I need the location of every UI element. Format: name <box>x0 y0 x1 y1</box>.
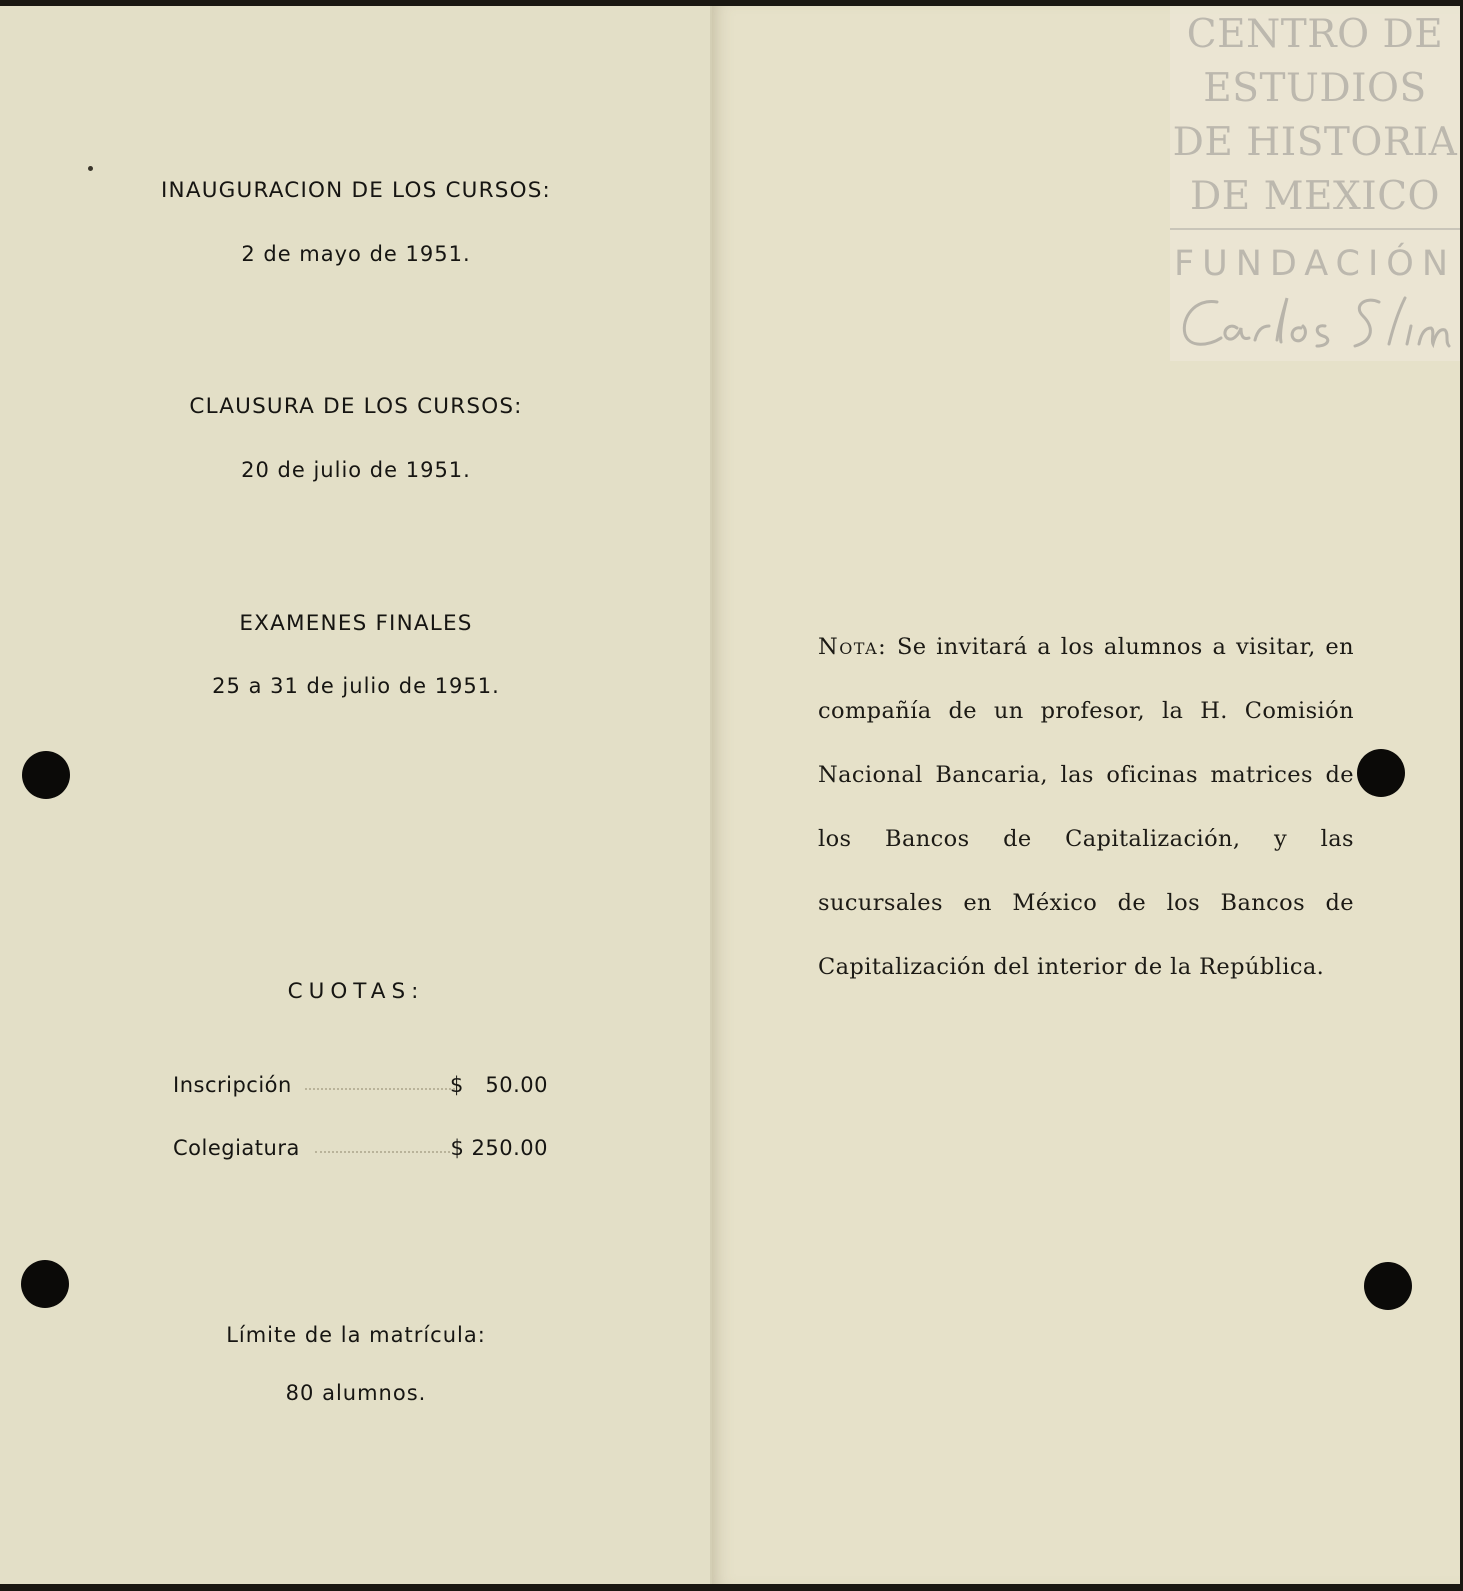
punch-hole <box>1357 749 1405 797</box>
note-paragraph <box>818 615 1354 999</box>
watermark-foundation: FUNDACIÓN <box>1173 244 1457 284</box>
limit-heading: Límite de la matrícula: <box>226 1323 486 1347</box>
fee-label: Inscripción <box>173 1073 292 1097</box>
fee-row-inscription <box>173 1073 548 1103</box>
punch-hole <box>21 1260 69 1308</box>
closing-heading: CLAUSURA DE LOS CURSOS: <box>189 394 523 419</box>
fee-amount: $ 50.00 <box>449 1073 548 1097</box>
fee-leader-dots <box>305 1086 455 1090</box>
exams-date: 25 a 31 de julio de 1951. <box>212 674 500 698</box>
archive-watermark <box>1170 6 1460 361</box>
note-label: Nota: <box>818 634 888 660</box>
watermark-line: DE HISTORIA <box>1172 120 1458 165</box>
watermark-rule <box>1170 228 1460 230</box>
fee-label: Colegiatura <box>173 1136 300 1160</box>
punch-hole <box>22 751 70 799</box>
fee-amount: $ 250.00 <box>450 1136 548 1160</box>
fee-row-tuition <box>173 1136 548 1166</box>
paper-speck <box>88 166 93 171</box>
exams-heading: EXAMENES FINALES <box>239 611 473 636</box>
watermark-line: ESTUDIOS <box>1203 66 1427 111</box>
punch-hole <box>1364 1262 1412 1310</box>
closing-date: 20 de julio de 1951. <box>241 458 471 482</box>
inauguration-heading: INAUGURACION DE LOS CURSOS: <box>161 178 551 203</box>
watermark-line: CENTRO DE <box>1186 12 1444 57</box>
fees-heading: CUOTAS: <box>287 979 425 1004</box>
fee-leader-dots <box>315 1149 450 1153</box>
left-page <box>0 6 712 1584</box>
note-text: Se invitará a los alumnos a visitar, en compañía de un profesor, la H. Comisión Nacional Bancaria, las oficinas matrices de los Bancos de Capitalización, y las sucursales en México de los Bancos de Capitalización del interior de la República. <box>818 634 1354 980</box>
carlos-slim-signature-icon <box>1175 288 1455 358</box>
limit-value: 80 alumnos. <box>285 1381 427 1405</box>
inauguration-date: 2 de mayo de 1951. <box>241 242 471 266</box>
watermark-line: DE MEXICO <box>1189 174 1441 219</box>
